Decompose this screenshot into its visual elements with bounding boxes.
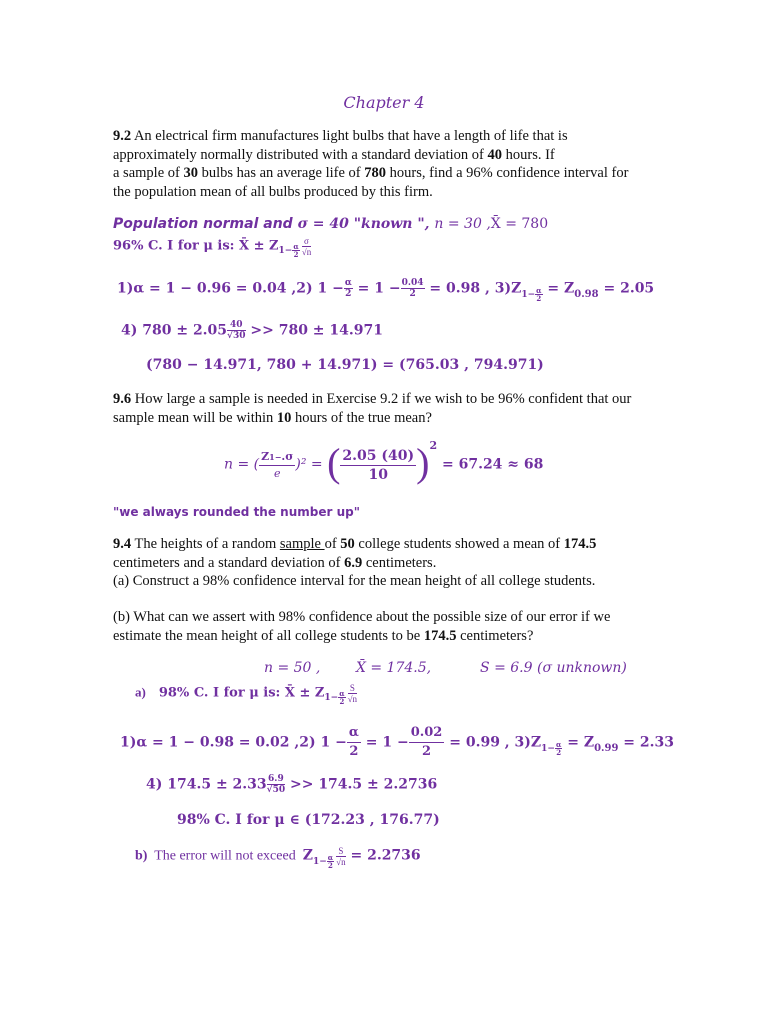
subscript <box>324 689 345 707</box>
step4-9-4 <box>146 774 437 795</box>
text: college students showed a mean of <box>354 536 564 552</box>
value: 30 <box>183 165 198 181</box>
given-line-9-2 <box>113 216 548 233</box>
numerator: α <box>536 285 542 295</box>
text: of <box>324 536 341 552</box>
step: 1)α = 1 − 0.96 = 0.04 ,2) 1 − <box>117 280 344 297</box>
value: 50 <box>340 536 355 552</box>
fraction <box>227 320 245 341</box>
text: The error will not exceed <box>147 848 303 864</box>
value: 10 <box>276 409 292 426</box>
subscript: 0.99 <box>594 742 619 754</box>
fraction <box>401 278 425 299</box>
numerator: α <box>327 852 334 862</box>
problem-9-2 <box>113 127 628 201</box>
denominator: √n <box>347 694 358 704</box>
numerator: S <box>348 683 357 694</box>
left-paren: ( <box>327 440 341 485</box>
label: b) <box>135 848 148 864</box>
denominator: 2 <box>339 697 345 707</box>
denominator: √30 <box>227 331 246 341</box>
given-line-9-4: n = 50 , X̄ = 174.5, S = 6.9 (σ unknown) <box>264 660 627 676</box>
step: = 0.99 , 3)Z <box>444 734 542 751</box>
denominator: 2 <box>293 250 299 260</box>
fraction <box>348 683 357 704</box>
fraction <box>535 287 542 302</box>
fraction <box>344 278 353 299</box>
text: approximately normally distributed with a standard deviation of <box>113 146 488 163</box>
text: An electrical firm manufactures light bulbs that have a length of life that is <box>131 128 568 144</box>
fraction <box>555 741 562 756</box>
fraction <box>302 236 311 257</box>
interval-9-4: 98% C. I for μ ∈ (172.23 , 176.77) <box>177 812 440 828</box>
numerator: α <box>347 724 361 743</box>
step: 4) 780 ± 2.05 <box>121 322 228 339</box>
sample-size-formula <box>224 438 544 489</box>
formula: )² = <box>295 456 328 473</box>
denominator: 2 <box>345 289 352 299</box>
label: 98% C. I for μ is: <box>158 685 285 701</box>
right-paren: ) <box>416 440 430 485</box>
step: = Z <box>562 734 595 751</box>
problem-9-4 <box>113 535 596 591</box>
denominator: √n <box>301 247 312 257</box>
problem-number: 9.4 <box>113 536 132 552</box>
value: X̄ = 780 <box>490 216 549 232</box>
numerator: 0.04 <box>401 278 424 288</box>
fraction <box>336 846 345 867</box>
fraction <box>327 854 334 869</box>
text: sample <box>279 536 325 552</box>
value: 6.9 <box>344 554 363 571</box>
value: 40 <box>487 146 502 163</box>
step: = 2.33 <box>618 734 674 751</box>
exponent: 2 <box>429 438 438 452</box>
text: .σ <box>281 450 294 463</box>
text: 1− <box>541 743 555 754</box>
problem-9-6 <box>113 390 631 427</box>
step: 1)α = 1 − 0.98 = 0.02 ,2) 1 − <box>120 734 347 751</box>
text: sample mean will be within <box>113 409 277 426</box>
subscript <box>312 852 334 870</box>
text: the population mean of all bulbs produced by this firm. <box>113 183 433 200</box>
numerator <box>259 449 295 466</box>
numerator: 6.9 <box>268 774 284 784</box>
denominator: 2 <box>409 289 416 299</box>
text: centimeters and a standard deviation of <box>113 554 345 571</box>
step4-9-2 <box>121 320 383 341</box>
denominator: 2 <box>536 293 542 303</box>
text: (a) Construct a 98% confidence interval for the mean height of all college students. <box>113 573 596 589</box>
denominator: e <box>273 467 281 480</box>
text: Z <box>261 450 270 463</box>
ci-formula-9-4 <box>135 683 358 707</box>
step: = 1 − <box>352 280 401 297</box>
text: hours. If <box>502 146 555 163</box>
label: 96% C. I for μ is: <box>113 238 240 254</box>
step: = 0.98 , 3)Z <box>424 280 522 297</box>
numerator: α <box>344 278 352 288</box>
formula: n = ( <box>224 456 260 473</box>
denominator: 10 <box>368 467 389 483</box>
problem-9-4-b <box>113 608 610 645</box>
step: 4) 174.5 ± 2.33 <box>146 776 267 793</box>
error-bound <box>135 846 421 870</box>
rounding-note: "we always rounded the number up" <box>113 505 360 519</box>
formula: X̄ ± Z <box>284 685 325 701</box>
text: The heights of a random <box>131 536 280 552</box>
text: centimeters? <box>456 627 534 644</box>
fraction <box>259 449 295 482</box>
value: 174.5 <box>563 536 597 552</box>
value: 174.5 <box>423 627 457 644</box>
chapter-title: Chapter 4 <box>343 93 425 112</box>
numerator: S <box>336 846 345 857</box>
step: >> 174.5 ± 2.2736 <box>285 776 438 793</box>
text: (b) What can we assert with 98% confidence about the possible size of our error if we <box>113 609 611 625</box>
numerator: 40 <box>227 320 245 331</box>
numerator: 0.02 <box>409 724 445 743</box>
numerator: α <box>339 689 345 699</box>
value: σ = 40 "known ", <box>297 216 435 232</box>
steps-9-2 <box>117 278 655 303</box>
fraction <box>340 447 416 484</box>
text: How large a sample is needed in Exercise 9.2 if we wish to be 96% confident that our <box>131 391 632 407</box>
label: a) <box>135 684 159 700</box>
denominator: 2 <box>328 860 333 870</box>
ci-formula-9-2 <box>113 236 312 260</box>
step: = 2.05 <box>598 280 655 297</box>
text: 1− <box>269 452 282 462</box>
step: >> 780 ± 14.971 <box>245 322 383 339</box>
text: 1− <box>521 289 536 300</box>
text: hours of the true mean? <box>291 409 432 426</box>
fraction <box>292 243 299 258</box>
text: estimate the mean height of all college students to be <box>113 627 424 644</box>
step: = Z <box>542 280 575 297</box>
formula: X̄ ± Z <box>239 238 279 254</box>
denominator: √50 <box>266 785 286 795</box>
text: hours, find a 96% confidence interval for <box>386 165 629 181</box>
fraction <box>267 774 285 795</box>
subscript <box>278 242 300 260</box>
label: Population normal and <box>113 216 298 232</box>
numerator: 2.05 (40) <box>342 448 415 464</box>
subscript: 0.98 <box>574 288 599 300</box>
fraction <box>409 724 445 761</box>
text: a sample of <box>113 165 184 181</box>
denominator: 2 <box>422 744 432 759</box>
text: 1− <box>324 693 339 704</box>
subscript <box>541 739 562 757</box>
text: centimeters. <box>362 554 437 571</box>
numerator: σ <box>302 236 311 247</box>
problem-number: 9.6 <box>113 391 132 407</box>
problem-number: 9.2 <box>113 128 132 144</box>
step: = 1 − <box>360 734 409 751</box>
numerator: α <box>293 242 299 252</box>
steps-9-4 <box>120 724 674 761</box>
denominator: 2 <box>556 747 562 757</box>
formula: Z <box>302 847 313 864</box>
denominator: 2 <box>349 744 359 759</box>
result: = 2.2736 <box>345 847 421 864</box>
text: 1− <box>312 856 327 867</box>
denominator: √n <box>336 857 346 867</box>
subscript <box>521 285 542 303</box>
numerator: α <box>555 739 562 749</box>
fraction <box>347 724 361 761</box>
value: 780 <box>364 165 387 181</box>
text: 1− <box>278 246 293 257</box>
result: = 67.24 ≈ 68 <box>437 456 544 473</box>
fraction <box>338 690 345 705</box>
value: n = 30 , <box>434 216 491 232</box>
interval-9-2: (780 − 14.971, 780 + 14.971) = (765.03 , 794.971) <box>146 357 544 373</box>
text: bulbs has an average life of <box>197 165 365 181</box>
